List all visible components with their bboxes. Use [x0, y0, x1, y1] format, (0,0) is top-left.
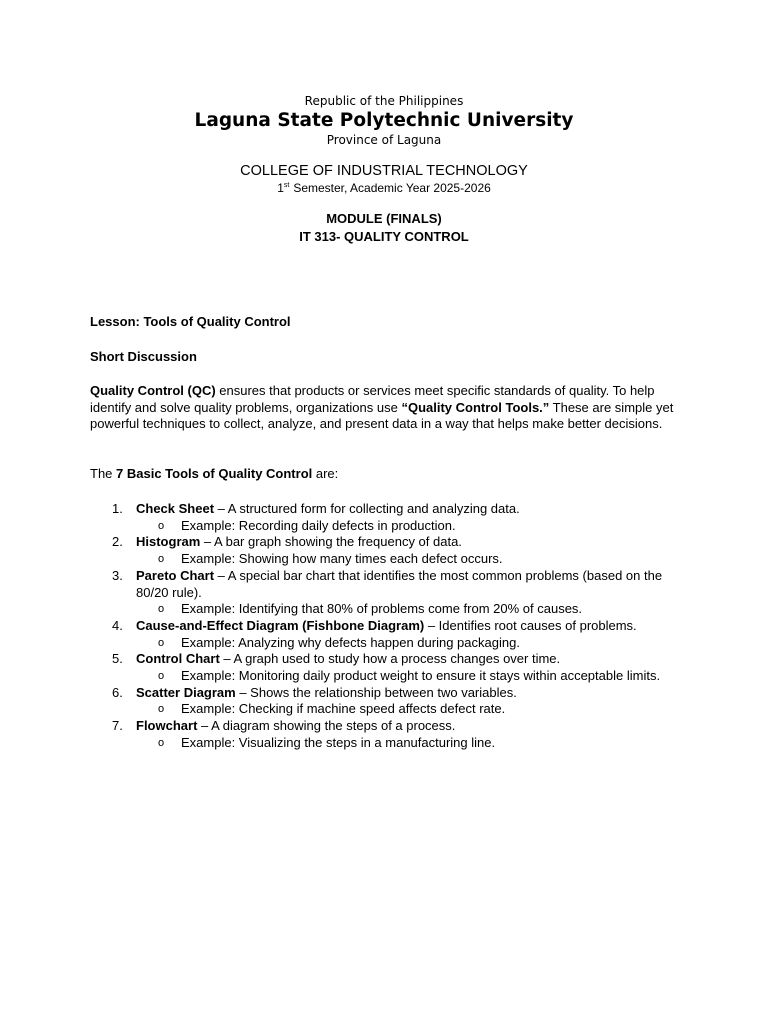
module-title: MODULE (FINALS) — [326, 211, 442, 226]
bullet-icon: o — [158, 670, 165, 683]
example-text: Example: Identifying that 80% of problems come from 20% of causes. — [181, 601, 583, 617]
tool-description: – A bar graph showing the frequency of data. — [200, 534, 462, 550]
list-item — [90, 534, 690, 567]
tool-name: Histogram — [136, 534, 201, 550]
tools-term: “Quality Control Tools.” — [401, 399, 550, 415]
tool-line — [90, 568, 690, 601]
item-number: 6. — [112, 684, 123, 700]
tool-description: – A structured form for collecting and analyzing data. — [214, 501, 520, 516]
example-text: Example: Analyzing why defects happen during packaging. — [181, 634, 520, 650]
paragraph-text-1: ensures that products or services meet specific standards of quality. To help identify and solve quality problems, organizations use — [90, 383, 655, 415]
discussion-paragraph — [90, 383, 690, 433]
course-title: IT 313- QUALITY CONTROL — [299, 229, 469, 244]
tool-line — [90, 501, 690, 518]
bullet-icon: o — [158, 736, 165, 749]
bullet-icon: o — [158, 519, 165, 532]
item-number: 2. — [112, 534, 123, 550]
tools-list — [90, 501, 690, 752]
tool-name: Control Chart — [136, 651, 220, 667]
list-item — [90, 651, 690, 684]
semester-text: Semester, Academic Year 2025-2026 — [293, 181, 491, 195]
example-line — [90, 551, 690, 568]
tool-name: Check Sheet — [136, 501, 215, 516]
example-text: Example: Monitoring daily product weight to ensure it stays within acceptable limits. — [181, 668, 661, 684]
item-number: 5. — [112, 651, 123, 667]
item-number: 3. — [112, 567, 123, 583]
list-item — [90, 685, 690, 718]
intro-bold: 7 Basic Tools of Quality Control — [116, 466, 313, 481]
semester-line — [0, 181, 768, 195]
tool-line — [90, 534, 690, 551]
example-text: Example: Recording daily defects in production. — [181, 517, 456, 533]
example-line — [90, 635, 690, 652]
example-line — [90, 518, 690, 535]
tool-name: Scatter Diagram — [136, 684, 236, 700]
semester-ordinal-suffix: st — [283, 182, 290, 189]
province-line: Province of Laguna — [326, 133, 442, 147]
tool-name: Pareto Chart — [136, 567, 215, 583]
republic-line: Republic of the Philippines — [304, 94, 464, 108]
qc-term: Quality Control (QC) — [90, 383, 216, 398]
tool-description: – Identifies root causes of problems. — [424, 617, 637, 633]
item-number: 1. — [112, 501, 123, 516]
semester-ordinal-number: 1 — [277, 181, 284, 195]
bullet-icon: o — [158, 553, 165, 566]
list-item — [90, 501, 690, 534]
list-item — [90, 568, 690, 618]
tool-description: – A diagram showing the steps of a process. — [197, 718, 456, 734]
tool-description: – A graph used to study how a process changes over time. — [219, 651, 561, 667]
example-line — [90, 668, 690, 685]
example-line — [90, 601, 690, 618]
tool-name: Flowchart — [136, 718, 198, 734]
intro-prefix: The — [90, 466, 117, 481]
example-text: Example: Showing how many times each defect occurs. — [181, 551, 503, 567]
tool-line — [90, 651, 690, 668]
bullet-icon: o — [158, 636, 165, 649]
paragraph-text-2: These are simple yet powerful techniques to collect, analyze, and present data in a way that helps make better decisions. — [90, 399, 674, 432]
lesson-title: Lesson: Tools of Quality Control — [90, 314, 291, 329]
tool-line — [90, 718, 690, 735]
example-line — [90, 735, 690, 752]
tool-line — [90, 685, 690, 702]
example-text: Example: Checking if machine speed affects defect rate. — [181, 701, 506, 717]
example-line — [90, 701, 690, 718]
intro-suffix: are: — [312, 466, 339, 481]
short-discussion-heading: Short Discussion — [90, 349, 197, 364]
tools-intro — [90, 466, 690, 483]
bullet-icon: o — [158, 703, 165, 716]
item-number: 7. — [112, 718, 123, 734]
tool-name: Cause-and-Effect Diagram (Fishbone Diagram) — [136, 617, 425, 633]
item-number: 4. — [112, 617, 123, 633]
tool-description: – A special bar chart that identifies the most common problems (based on the 80/20 rule). — [136, 567, 663, 600]
bullet-icon: o — [158, 603, 165, 616]
tool-description: – Shows the relationship between two variables. — [235, 684, 517, 700]
list-item — [90, 618, 690, 651]
college-name: COLLEGE OF INDUSTRIAL TECHNOLOGY — [240, 163, 528, 179]
university-name: Laguna State Polytechnic University — [194, 110, 574, 131]
tool-line — [90, 618, 690, 635]
example-text: Example: Visualizing the steps in a manufacturing line. — [181, 734, 496, 750]
list-item — [90, 718, 690, 751]
